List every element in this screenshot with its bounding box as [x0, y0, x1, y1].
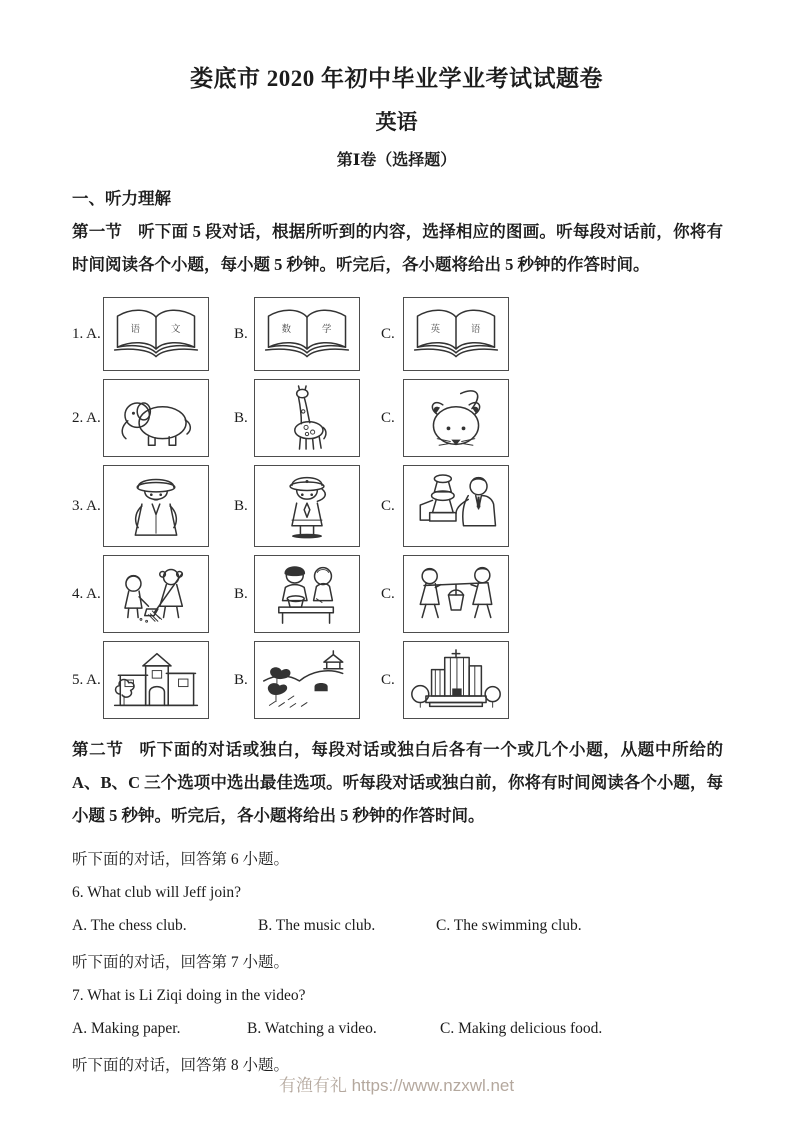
- question-6-option-c: C. The swimming club.: [436, 917, 582, 934]
- picture-box-1b: [254, 297, 360, 371]
- part1-instructions-text: 听下面 5 段对话，根据所听到的内容，选择相应的图画。听每段对话前，你将有时间阅读各个小题，每小题 5 秒钟。听完后，各小题将给出 5 秒钟的作答时间。: [72, 222, 724, 274]
- book-page-text-right: 学: [322, 325, 332, 336]
- question-6-option-a: A. The chess club.: [72, 917, 187, 934]
- listening-section-heading: 一、听力理解: [72, 189, 171, 208]
- option-label-1b: B.: [234, 325, 248, 342]
- book-page-text-left: 数: [281, 325, 292, 336]
- police-officer-saluting-icon: [260, 471, 354, 541]
- book-page-text-right: 语: [471, 325, 481, 336]
- picture-box-3b: [254, 465, 360, 547]
- picture-box-5c: [403, 641, 509, 719]
- english-textbook-icon: [409, 303, 503, 365]
- option-label-3a: 3. A.: [72, 497, 101, 514]
- question-6-text: 6. What club will Jeff join?: [72, 884, 242, 901]
- watermark-footer: 有渔有礼 https://www.nzxwl.net: [278, 1076, 515, 1095]
- question-7-text: 7. What is Li Ziqi doing in the video?: [72, 987, 306, 1004]
- option-label-4c: C.: [381, 585, 395, 602]
- part1-label: 第一节: [72, 222, 123, 241]
- hospital-building-with-trees-icon: [409, 647, 503, 713]
- option-label-5a: 5. A.: [72, 671, 101, 688]
- question-7-prompt: 听下面的对话，回答第 7 小题。: [72, 954, 290, 971]
- option-label-3c: C.: [381, 497, 395, 514]
- part2-instructions-text: 听下面的对话或独白，每段对话或独白后各有一个或几个小题，从题中所给的 A、B、C 三个选项中选出最佳选项。听每段对话或独白前，你将有时间阅读各个小题，每小题 5 秒钟。听完后，各小题将给出 5 秒钟的作答时间。: [72, 740, 724, 825]
- picture-box-5b: [254, 641, 360, 719]
- book-page-text-left: 语: [130, 325, 141, 336]
- picture-box-1c: [403, 297, 509, 371]
- option-label-1a: 1. A.: [72, 325, 101, 342]
- book-page-text-left: 英: [430, 325, 441, 336]
- elephant-icon: [109, 385, 203, 451]
- park-landscape-with-pavilion-icon: [260, 647, 354, 713]
- question-7-option-a: A. Making paper.: [72, 1020, 181, 1037]
- scientist-with-microscope-icon: [409, 471, 503, 541]
- picture-box-4a: [103, 555, 209, 633]
- option-label-2a: 2. A.: [72, 409, 101, 426]
- option-label-5b: B.: [234, 671, 248, 688]
- picture-question-row-5: [72, 641, 793, 719]
- children-cooking-at-table-icon: [260, 561, 354, 627]
- question-7-option-b: B. Watching a video.: [247, 1020, 377, 1037]
- option-label-2c: C.: [381, 409, 395, 426]
- giraffe-icon: [260, 385, 354, 451]
- part1-instructions-paragraph: [72, 215, 723, 281]
- children-carrying-water-bucket-icon: [409, 561, 503, 627]
- part2-instructions-paragraph: [72, 733, 723, 832]
- picture-box-4c: [403, 555, 509, 633]
- option-label-4b: B.: [234, 585, 248, 602]
- part2-label: 第二节: [72, 740, 124, 759]
- picture-box-1a: [103, 297, 209, 371]
- picture-box-2b: [254, 379, 360, 457]
- picture-box-3a: [103, 465, 209, 547]
- picture-question-row-2: [72, 379, 793, 457]
- subject-title: 英语: [375, 110, 418, 134]
- math-textbook-icon: [260, 303, 354, 365]
- children-sweeping-floor-icon: [109, 561, 203, 627]
- chinese-textbook-icon: [109, 303, 203, 365]
- volume-heading: 第Ⅰ卷（选择题）: [336, 152, 457, 169]
- option-label-3b: B.: [234, 497, 248, 514]
- picture-box-3c: [403, 465, 509, 547]
- option-label-2b: B.: [234, 409, 248, 426]
- country-house-with-gate-icon: [109, 647, 203, 713]
- book-page-text-right: 文: [171, 325, 181, 336]
- question-7-option-c: C. Making delicious food.: [440, 1020, 603, 1037]
- picture-box-5a: [103, 641, 209, 719]
- picture-box-2c: [403, 379, 509, 457]
- picture-box-4b: [254, 555, 360, 633]
- question-7-options: [72, 1020, 793, 1038]
- option-label-4a: 4. A.: [72, 585, 101, 602]
- picture-question-row-1: [72, 297, 793, 371]
- picture-question-row-4: [72, 555, 793, 633]
- picture-question-row-3: [72, 465, 793, 547]
- option-label-1c: C.: [381, 325, 395, 342]
- picture-box-2a: [103, 379, 209, 457]
- question-6-option-b: B. The music club.: [258, 917, 376, 934]
- question-6-options: [72, 917, 793, 935]
- question-6-prompt: 听下面的对话，回答第 6 小题。: [72, 851, 290, 868]
- option-label-5c: C.: [381, 671, 395, 688]
- page-title: 娄底市 2020 年初中毕业学业考试试题卷: [190, 66, 603, 91]
- elderly-man-in-hat-and-coat-icon: [109, 471, 203, 541]
- question-8-prompt: 听下面的对话，回答第 8 小题。: [72, 1057, 290, 1074]
- mouse-icon: [409, 385, 503, 451]
